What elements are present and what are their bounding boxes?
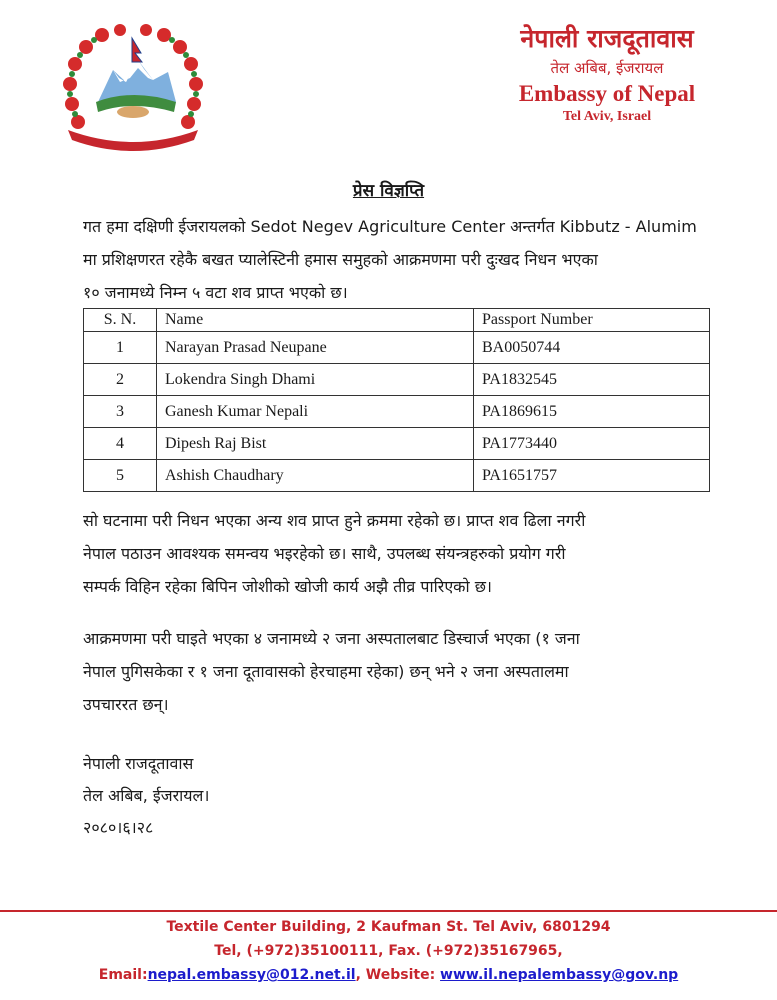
signature-city: तेल अबिब, ईजरायल।	[83, 786, 210, 805]
cell-passport: PA1869615	[474, 396, 710, 428]
table-row	[84, 364, 710, 396]
embassy-name-english: Embassy of Nepal	[518, 81, 696, 106]
paragraph-intro	[83, 210, 708, 309]
cell-sn: 3	[84, 396, 157, 428]
victims-table	[83, 308, 710, 492]
cell-name: Narayan Prasad Neupane	[157, 332, 474, 364]
cell-passport: PA1773440	[474, 428, 710, 460]
cell-sn: 1	[84, 332, 157, 364]
paragraph-line: आक्रमणमा परी घाइते भएका ४ जनामध्ये २ जना अस्पतालबाट डिस्चार्ज भएका (१ जना	[83, 629, 580, 648]
embassy-name-nepali: नेपाली राजदूतावास	[520, 24, 694, 53]
cell-name: Dipesh Raj Bist	[157, 428, 474, 460]
embassy-city-english: Tel Aviv, Israel	[562, 109, 652, 124]
footer-contact	[0, 915, 777, 987]
header-passport: Passport Number	[474, 309, 710, 332]
document-title	[0, 178, 777, 201]
paragraph-line: नेपाल पठाउन आवश्यक समन्वय भइरहेको छ। साथै, उपलब्ध संयन्त्रहरुको प्रयोग गरी	[83, 544, 566, 563]
paragraph-injured	[83, 622, 708, 721]
paragraph-line: सम्पर्क विहिन रहेका बिपिन जोशीको खोजी कार्य अझै तीव्र पारिएको छ।	[83, 577, 492, 596]
signature-org: नेपाली राजदूतावास	[83, 754, 194, 773]
paragraph-line: नेपाल पुगिसकेका र १ जना दूतावासको हेरचाहमा रहेका) छन् भने २ जना अस्पतालमा	[83, 662, 569, 681]
website-label: , Website:	[355, 967, 441, 983]
paragraph-line: मा प्रशिक्षणरत रहेकै बखत प्यालेस्टिनी हमास समुहको आक्रमणमा परी दुःखद निधन भएका	[83, 250, 598, 269]
footer-divider	[0, 910, 777, 912]
embassy-city-nepali: तेल अबिब, ईजरायल	[550, 59, 664, 77]
signature-date: २०८०।६।२८	[83, 818, 154, 837]
paragraph-line: सो घटनामा परी निधन भएका अन्य शव प्राप्त हुने क्रममा रहेको छ। प्राप्त शव ढिला नगरी	[83, 511, 586, 530]
table-row	[84, 396, 710, 428]
paragraph-line: गत हमा दक्षिणी ईजरायलको Sedot Negev Agriculture Center अन्तर्गत Kibbutz - Alumim	[83, 217, 697, 236]
cell-name: Lokendra Singh Dhami	[157, 364, 474, 396]
cell-passport: BA0050744	[474, 332, 710, 364]
paragraph-line: १० जनामध्ये निम्न ५ वटा शव प्राप्त भएको छ।	[83, 283, 348, 302]
email-label: Email:	[98, 967, 148, 983]
press-release-title: प्रेस विज्ञप्ति	[352, 181, 425, 201]
paragraph-status	[83, 504, 708, 603]
table-row	[84, 428, 710, 460]
cell-passport: PA1832545	[474, 364, 710, 396]
table-header-row	[84, 309, 710, 332]
embassy-letterhead	[507, 22, 707, 126]
header-name: Name	[157, 309, 474, 332]
signature-block	[83, 748, 209, 844]
footer-phone: Tel, (+972)35100111, Fax. (+972)35167965,	[214, 943, 563, 959]
cell-sn: 2	[84, 364, 157, 396]
website-link[interactable]: www.il.nepalembassy@gov.np	[440, 967, 679, 983]
cell-name: Ashish Chaudhary	[157, 460, 474, 492]
paragraph-line: उपचाररत छन्।	[83, 695, 169, 714]
header-sn: S. N.	[84, 309, 157, 332]
cell-name: Ganesh Kumar Nepali	[157, 396, 474, 428]
footer-address: Textile Center Building, 2 Kaufman St. Tel Aviv, 6801294	[166, 919, 611, 935]
email-link[interactable]: nepal.embassy@012.net.il	[147, 967, 356, 983]
cell-sn: 5	[84, 460, 157, 492]
table-row	[84, 332, 710, 364]
table-row	[84, 460, 710, 492]
cell-sn: 4	[84, 428, 157, 460]
nepal-emblem-logo	[58, 22, 208, 152]
footer-links	[0, 963, 777, 987]
cell-passport: PA1651757	[474, 460, 710, 492]
